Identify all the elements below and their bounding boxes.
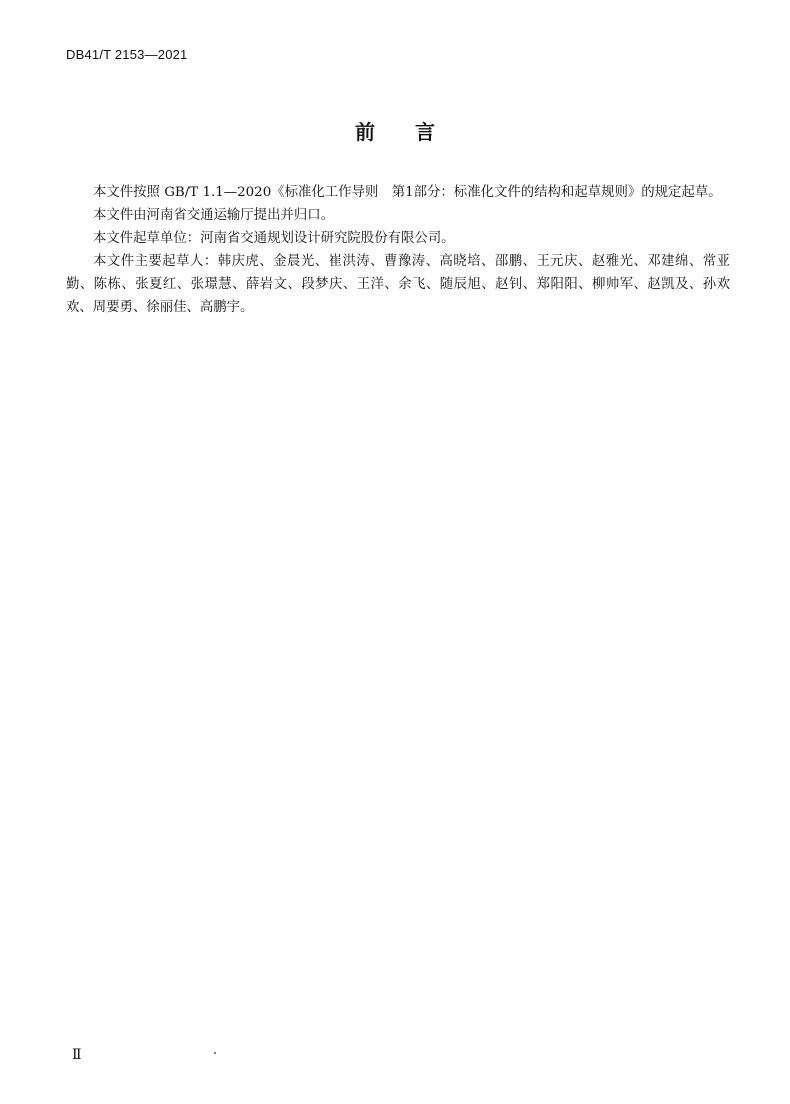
paragraph-drafting-rules: 本文件按照 GB/T 1.1—2020《标准化工作导则 第1部分：标准化文件的结构和起草规则》的规定起草。 <box>93 185 722 200</box>
document-code: DB41/T 2153—2021 <box>66 47 188 62</box>
paragraph-proposer: 本文件由河南省交通运输厅提出并归口。 <box>93 208 335 223</box>
scan-dot <box>214 1052 216 1054</box>
paragraph-drafters: 本文件主要起草人：韩庆虎、金晨光、崔洪涛、曹豫涛、高晓培、邵鹏、王元庆、赵雅光、邓建绵、常亚勤、陈栋、张夏红、张璟慧、薛岩文、段梦庆、王洋、余飞、随辰旭、赵钊、郑阳阳、柳帅军、赵凯及、孙欢欢、周要勇、徐丽佳、高鹏宇。 <box>66 254 730 315</box>
page-title <box>0 116 790 145</box>
title-char-2: 言 <box>415 120 435 144</box>
foreword-body <box>66 181 730 319</box>
title-char-1: 前 <box>355 120 375 144</box>
paragraph-drafting-unit: 本文件起草单位：河南省交通规划设计研究院股份有限公司。 <box>93 231 455 246</box>
page-number: Ⅱ <box>72 1047 82 1063</box>
